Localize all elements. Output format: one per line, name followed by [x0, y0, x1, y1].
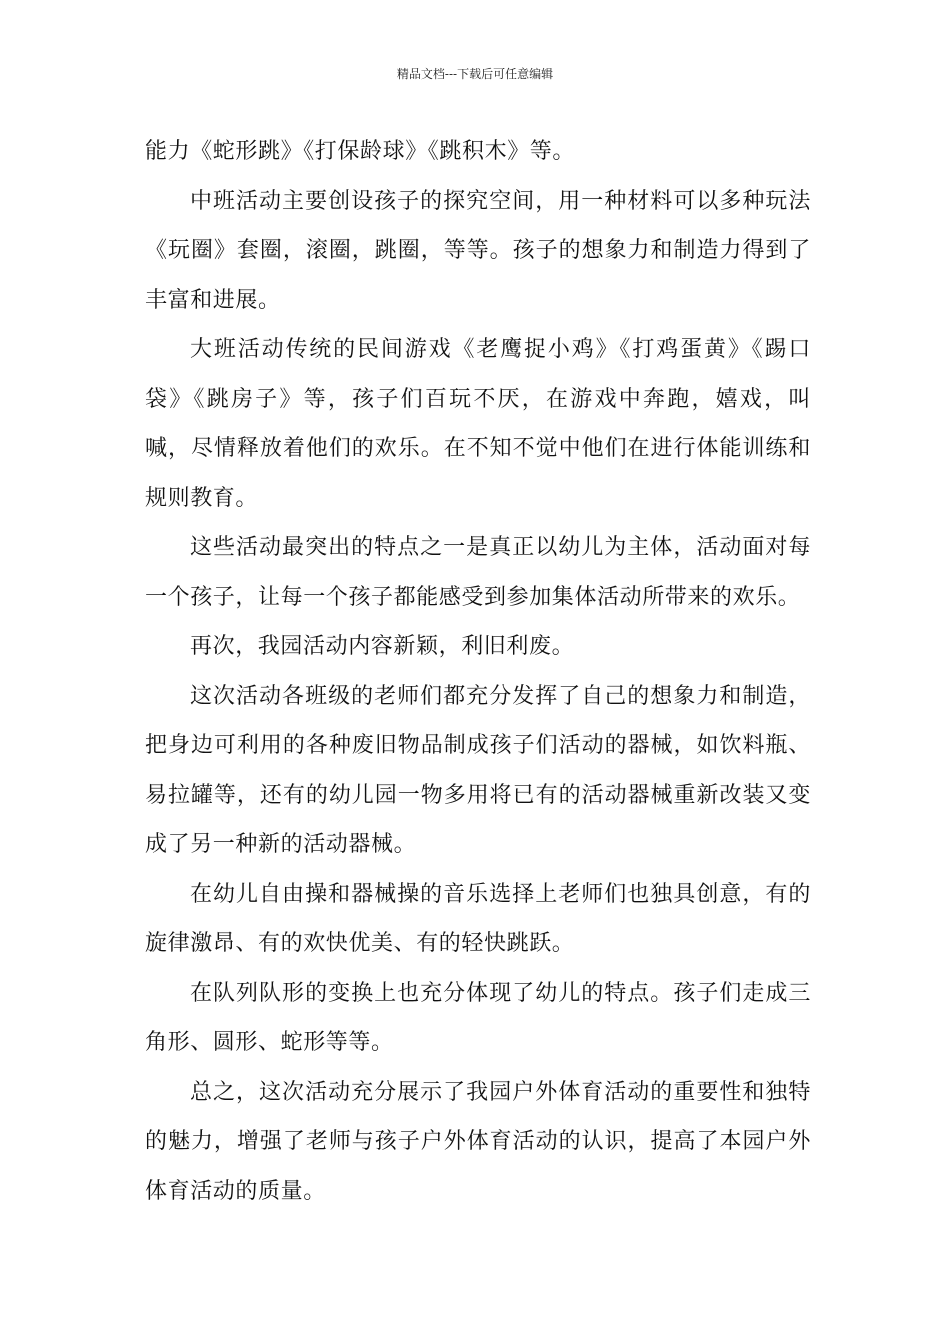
paragraph: 这些活动最突出的特点之一是真正以幼儿为主体，活动面对每一个孩子，让每一个孩子都能感受到参加集体活动所带来的欢乐。 — [145, 535, 811, 610]
paragraph: 中班活动主要创设孩子的探究空间，用一种材料可以多种玩法《玩圈》套圈，滚圈，跳圈，等等。孩子的想象力和制造力得到了丰富和进展。 — [145, 188, 811, 313]
paragraph: 在队列队形的变换上也充分体现了幼儿的特点。孩子们走成三角形、圆形、蛇形等等。 — [145, 980, 811, 1055]
paragraph: 能力《蛇形跳》《打保龄球》《跳积木》等。 — [145, 139, 576, 164]
paragraph: 总之，这次活动充分展示了我园户外体育活动的重要性和独特的魅力，增强了老师与孩子户外体育活动的认识，提高了本园户外体育活动的质量。 — [145, 1079, 811, 1204]
page-header: 精品文档---下载后可任意编辑 — [396, 67, 554, 81]
paragraph: 再次，我园活动内容新颖，利旧利废。 — [190, 634, 575, 659]
paragraph: 大班活动传统的民间游戏《老鹰捉小鸡》《打鸡蛋黄》《踢口袋》《跳房子》等，孩子们百玩不厌，在游戏中奔跑，嬉戏，叫喊，尽情释放着他们的欢乐。在不知不觉中他们在进行体能训练和规则教育。 — [145, 337, 811, 511]
paragraph: 在幼儿自由操和器械操的音乐选择上老师们也独具创意，有的旋律激昂、有的欢快优美、有的轻快跳跃。 — [145, 881, 811, 956]
document-body — [145, 127, 811, 1216]
paragraph: 这次活动各班级的老师们都充分发挥了自己的想象力和制造，把身边可利用的各种废旧物品制成孩子们活动的器械，如饮料瓶、易拉罐等，还有的幼儿园一物多用将已有的活动器械重新改装又变成了另一种新的活动器械。 — [145, 683, 811, 857]
